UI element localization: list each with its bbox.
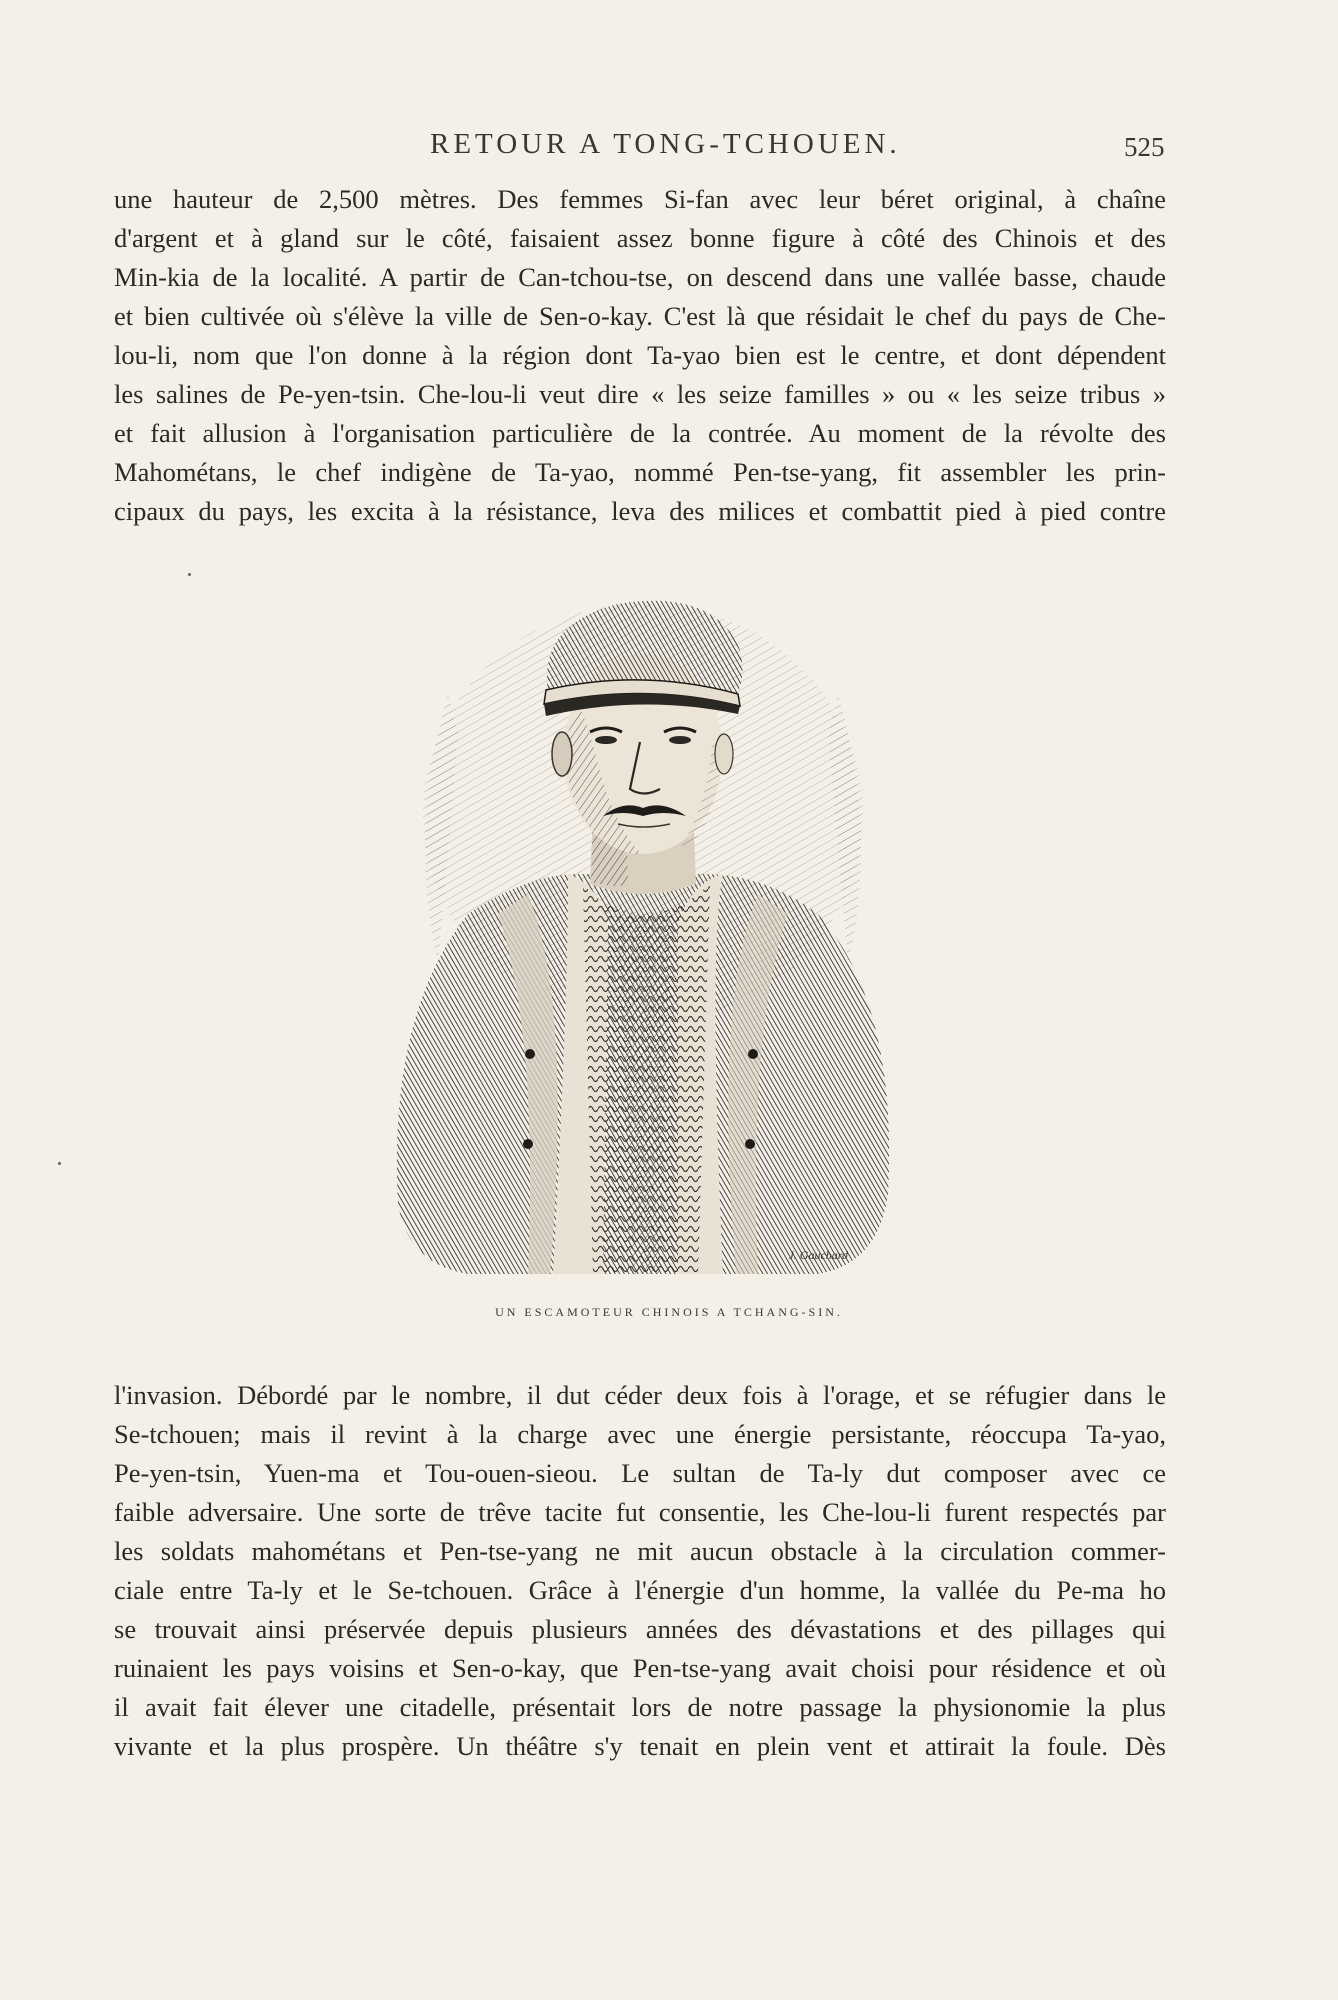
text-line: l'invasion. Débordé par le nombre, il dut céder deux fois à l'orage, et se réfugier dans le xyxy=(114,1380,1166,1410)
page-number: 525 xyxy=(1124,132,1165,162)
figure-caption: UN ESCAMOTEUR CHINOIS A TCHANG-SIN. xyxy=(495,1305,843,1319)
text-line: une hauteur de 2,500 mètres. Des femmes Si-fan avec leur béret original, à chaîne xyxy=(114,184,1166,214)
text-line: les salines de Pe-yen-tsin. Che-lou-li veut dire « les seize familles » ou « les seize tribus » xyxy=(114,379,1166,409)
engraver-signature: J. Gauchard xyxy=(788,1248,848,1262)
text-line: cipaux du pays, les excita à la résistance, leva des milices et combattit pied à pied contre xyxy=(114,496,1166,526)
running-header xyxy=(0,128,1338,168)
text-line: Se-tchouen; mais il revint à la charge avec une énergie persistante, réoccupa Ta-yao, xyxy=(114,1419,1166,1449)
text-line: ruinaient les pays voisins et Sen-o-kay, que Pen-tse-yang avait choisi pour résidence et où xyxy=(114,1653,1166,1683)
text-line: vivante et la plus prospère. Un théâtre s'y tenait en plein vent et attirait la foule. Dès xyxy=(114,1731,1166,1761)
print-speck xyxy=(188,573,191,576)
text-line: se trouvait ainsi préservée depuis plusieurs années des dévastations et des pillages qui xyxy=(114,1614,1166,1644)
running-title: RETOUR A TONG-TCHOUEN. xyxy=(430,128,901,160)
paragraph-bottom xyxy=(114,1376,1166,1766)
text-line: lou-li, nom que l'on donne à la région dont Ta-yao bien est le centre, et dont dépendent xyxy=(114,340,1166,370)
paragraph-top xyxy=(114,180,1166,531)
print-speck xyxy=(58,1162,61,1165)
text-line: Mahométans, le chef indigène de Ta-yao, nommé Pen-tse-yang, fit assembler les prin- xyxy=(114,457,1166,487)
text-line: et fait allusion à l'organisation particulière de la contrée. Au moment de la révolte des xyxy=(114,418,1166,448)
portrait-engraving xyxy=(378,584,908,1274)
text-line: et bien cultivée où s'élève la ville de Sen-o-kay. C'est là que résidait le chef du pays de Che- xyxy=(114,301,1166,331)
text-line: ciale entre Ta-ly et le Se-tchouen. Grâce à l'énergie d'un homme, la vallée du Pe-ma ho xyxy=(114,1575,1166,1605)
text-line: les soldats mahométans et Pen-tse-yang ne mit aucun obstacle à la circulation commer- xyxy=(114,1536,1166,1566)
text-line: il avait fait élever une citadelle, présentait lors de notre passage la physionomie la plus xyxy=(114,1692,1166,1722)
text-line: d'argent et à gland sur le côté, faisaient assez bonne figure à côté des Chinois et des xyxy=(114,223,1166,253)
text-line: faible adversaire. Une sorte de trêve tacite fut consentie, les Che-lou-li furent respectés par xyxy=(114,1497,1166,1527)
text-line: Pe-yen-tsin, Yuen-ma et Tou-ouen-sieou. Le sultan de Ta-ly dut composer avec ce xyxy=(114,1458,1166,1488)
text-line: Min-kia de la localité. A partir de Can-tchou-tse, on descend dans une vallée basse, chaude xyxy=(114,262,1166,292)
